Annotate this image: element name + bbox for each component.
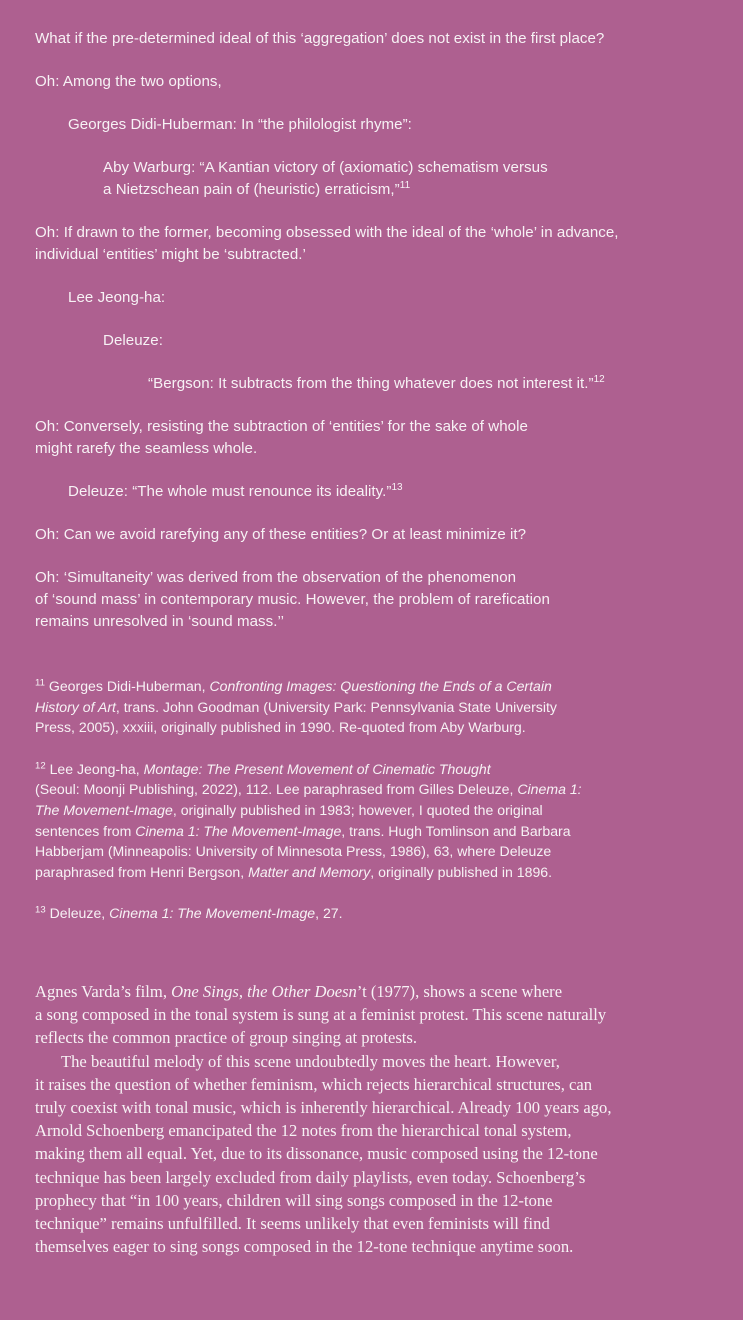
text-run: Agnes Varda’s film,: [35, 981, 172, 1001]
dialogue-text: Aby Warburg: “A Kantian victory of (axiomatic) schematism versus a Nietzschean pain of (heuristic) erraticism,”: [103, 159, 548, 198]
dialogue-text: Oh: Can we avoid rarefying any of these entities? Or at least minimize it?: [35, 526, 527, 543]
dialogue-text: Oh: Conversely, resisting the subtraction of ‘entities’ for the sake of whole might rarefy the seamless whole.: [35, 418, 528, 457]
footnote-entry: [35, 903, 713, 924]
dialogue-line: [35, 71, 713, 93]
italic-title: Montage: The Present Movement of Cinematic Thought: [143, 760, 491, 777]
dialogue-line: [68, 287, 713, 309]
dialogue-line: [68, 114, 713, 136]
footnote-entry: [35, 759, 713, 883]
text-run: Georges Didi-Huberman,: [44, 678, 210, 694]
dialogue-line: [103, 330, 713, 352]
italic-title: Cinema 1: The Movement-Image: [135, 822, 342, 839]
italic-title: Cinema 1: The Movement-Image: [35, 781, 582, 818]
dialogue-text: Lee Jeong-ha:: [68, 289, 166, 306]
footnote-entry: [35, 676, 713, 738]
footnote-marker[interactable]: 11: [399, 179, 411, 191]
dialogue-line: [35, 524, 713, 546]
footnotes-section: [35, 676, 713, 924]
dialogue-line: [35, 28, 713, 50]
dialogue-text: Deleuze: “The whole must renounce its ideality.”: [68, 483, 392, 500]
text-run: , originally published in 1896.: [370, 863, 553, 880]
dialogue-line: [35, 416, 713, 460]
dialogue-text: “Bergson: It subtracts from the thing whatever does not interest it.”: [148, 375, 594, 392]
dialogue-line: [35, 567, 713, 633]
text-run: (Seoul: Moonji Publishing, 2022), 112. Lee paraphrased from Gilles Deleuze,: [35, 781, 514, 798]
essay-paragraph: [35, 1050, 713, 1259]
footnote-marker[interactable]: 12: [593, 373, 605, 385]
dialogue-text: Oh: If drawn to the former, becoming obsessed with the ideal of the ‘whole’ in advance, individual ‘entities’ might be ‘subtracted.’: [35, 224, 619, 263]
text-run: , trans. Hugh Tomlinson and Barbara Habberjam (Minneapolis: University of Minnesota Press, 1986), 63, where Deleuze paraphrased from Henri Bergson,: [35, 822, 571, 880]
italic-title: Confronting Images: Questioning the Ends of a Certain History of Art: [35, 678, 552, 715]
italic-title: Matter and Memory: [248, 863, 371, 880]
dialogue-section: [35, 28, 713, 633]
italic-title: Cinema 1: The Movement-Image: [109, 905, 316, 922]
text-run: , 27.: [315, 905, 343, 922]
dialogue-text: Georges Didi-Huberman: In “the philologist rhyme”:: [68, 116, 412, 133]
dialogue-line: [148, 373, 713, 395]
dialogue-text: Deleuze:: [103, 332, 163, 349]
text-run: Deleuze,: [45, 905, 110, 922]
dialogue-line: [35, 222, 713, 266]
italic-title: One Sings, the Other Doesn: [171, 981, 357, 1001]
essay-section: [35, 980, 713, 1258]
footnote-number: 12: [35, 760, 46, 772]
dialogue-text: Oh: ‘Simultaneity’ was derived from the observation of the phenomenon of ‘sound mass’ in contemporary music. However, the problem of rarefication remains unresolved in ‘sound mass.’’: [35, 569, 550, 630]
text-run: , originally published in 1983; however, I quoted the original sentences from: [35, 801, 543, 839]
dialogue-text: Oh: Among the two options,: [35, 73, 222, 90]
dialogue-text: What if the pre-determined ideal of this ‘aggregation’ does not exist in the first place?: [35, 30, 605, 47]
essay-paragraph: [35, 980, 713, 1050]
footnote-number: 13: [35, 904, 46, 916]
dialogue-line: [103, 157, 713, 201]
text-run: The beautiful melody of this scene undoubtedly moves the heart. However, it raises the question of whether feminism, which rejects hierarchical structures, can truly coexist with tonal music, which is inherently hierarchical. Already 100 years ago, Arnold Schoenberg emancipated the 12 notes from the hierarchical tonal system, making them all equal. Yet, due to its dissonance, music composed using the 12-tone technique has been largely excluded from daily playlists, even today. Schoenberg’s prophecy that “in 100 years, children will sing songs composed in the 12-tone technique” remains unfulfilled. It seems unlikely that even feminists will find themselves eager to sing songs composed in the 12-tone technique anytime soon.: [35, 1051, 612, 1257]
dialogue-line: [68, 481, 713, 503]
text-run: , trans. John Goodman (University Park: Pennsylvania State University Press, 2005), xxxiii, originally published in 1990. Re-quoted from Aby Warburg.: [35, 698, 557, 736]
text-run: Lee Jeong-ha,: [45, 760, 144, 777]
footnote-number: 11: [35, 677, 45, 689]
text-run: ’t (1977), shows a scene where a song composed in the tonal system is sung at a feminist protest. This scene naturally reflects the common practice of group singing at protests.: [35, 981, 607, 1048]
footnote-marker[interactable]: 13: [391, 481, 403, 493]
